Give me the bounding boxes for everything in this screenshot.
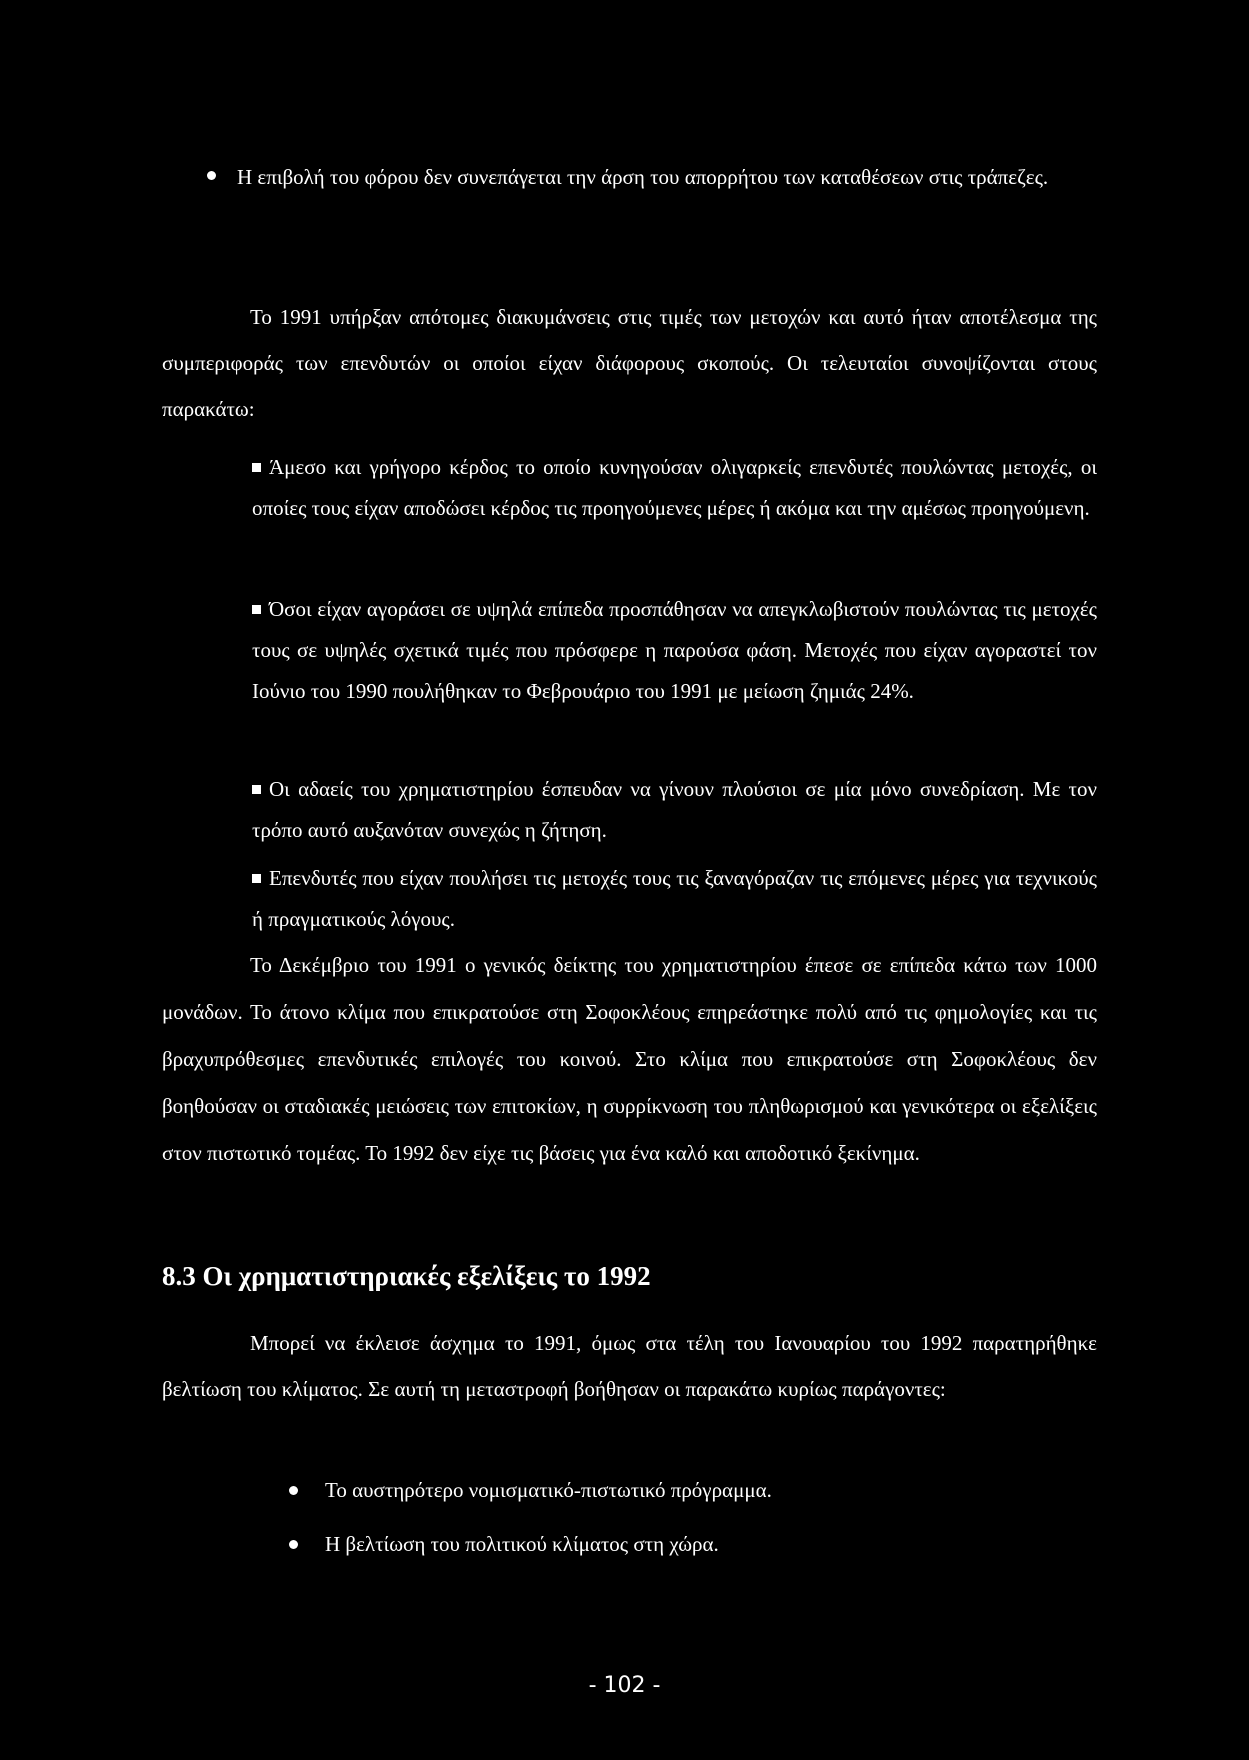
paragraph-december: Το Δεκέμβριο του 1991 ο γενικός δείκτης του χρηματιστηρίου έπεσε σε επίπεδα κάτω των 1000 μονάδων. Το άτονο κλίμα που επικρατούσε στη Σοφοκλέους επηρεάστηκε πολύ από τις φημολογίες και τις βραχυπρόθεσμες επενδυτικές επιλογές του κοινού. Στο κλίμα που επικρατούσε στη Σοφοκλέους δεν βοηθούσαν οι σταδιακές μειώσεις των επιτοκίων, η συρρίκνωση του πληθωρισμού και γενικότερα οι εξελίξεις στον πιστωτικό τομέας. Το 1992 δεν είχε τις βάσεις για ένα καλό και αποδοτικό ξεκίνημα. [162, 953, 1097, 1165]
page-number: - 102 - [588, 1673, 661, 1698]
square-bullet-icon [252, 463, 261, 472]
section-heading: 8.3 Οι χρηματιστηριακές εξελίξεις το 1992 [162, 1261, 651, 1291]
purpose-item-2 [252, 589, 1097, 712]
factor-item-2: Η βελτίωση του πολιτικού κλίματος στη χώρα. [325, 1532, 719, 1556]
purpose-item-1 [252, 447, 1097, 529]
purpose-item-3 [252, 769, 1097, 851]
square-bullet-icon [252, 874, 261, 883]
paragraph-1991: Το 1991 υπήρξαν απότομες διακυμάνσεις στις τιμές των μετοχών και αυτό ήταν αποτέλεσμα της συμπεριφοράς των επενδυτών οι οποίοι είχαν διάφορους σκοπούς. Οι τελευταίοι συνοψίζονται στους παρακάτω: [162, 305, 1097, 421]
purpose-item-4-text: Επενδυτές που είχαν πουλήσει τις μετοχές τους τις ξαναγόραζαν τις επόμενες μέρες για τεχνικούς ή πραγματικούς λόγους. [252, 866, 1097, 931]
purpose-item-1-text: Άμεσο και γρήγορο κέρδος το οποίο κυνηγούσαν ολιγαρκείς επενδυτές πουλώντας μετοχές, οι οποίες τους είχαν αποδώσει κέρδος τις προηγούμενες μέρες ή ακόμα και την αμέσως προηγούμενη. [252, 455, 1097, 520]
purpose-item-3-text: Οι αδαείς του χρηματιστηρίου έσπευδαν να γίνουν πλούσιοι σε μία μόνο συνεδρίαση. Με τον τρόπο αυτό αυξανόταν συνεχώς η ζήτηση. [252, 777, 1097, 842]
section-paragraph: Μπορεί να έκλεισε άσχημα το 1991, όμως στα τέλη του Ιανουαρίου του 1992 παρατηρήθηκε βελτίωση του κλίματος. Σε αυτή τη μεταστροφή βοήθησαν οι παρακάτω κυρίως παράγοντες: [162, 1331, 1097, 1401]
square-bullet-icon [252, 605, 261, 614]
square-bullet-icon [252, 785, 261, 794]
bullet-dot-icon [289, 1486, 298, 1495]
bullet-dot-icon [207, 171, 216, 180]
intro-bullet-text: Η επιβολή του φόρου δεν συνεπάγεται την άρση του απορρήτου των καταθέσεων στις τράπεζες. [237, 165, 1049, 189]
purpose-item-2-text: Όσοι είχαν αγοράσει σε υψηλά επίπεδα προσπάθησαν να απεγκλωβιστούν πουλώντας τις μετοχές τους σε υψηλές σχετικά τιμές που πρόσφερε η παρούσα φάση. Μετοχές που είχαν αγοραστεί τον Ιούνιο του 1990 πουλήθηκαν το Φεβρουάριο του 1991 με μείωση ζημιάς 24%. [252, 597, 1097, 703]
factor-item-1: Το αυστηρότερο νομισματικό-πιστωτικό πρόγραμμα. [325, 1478, 772, 1502]
bullet-dot-icon [289, 1540, 298, 1549]
purpose-item-4 [252, 858, 1097, 940]
